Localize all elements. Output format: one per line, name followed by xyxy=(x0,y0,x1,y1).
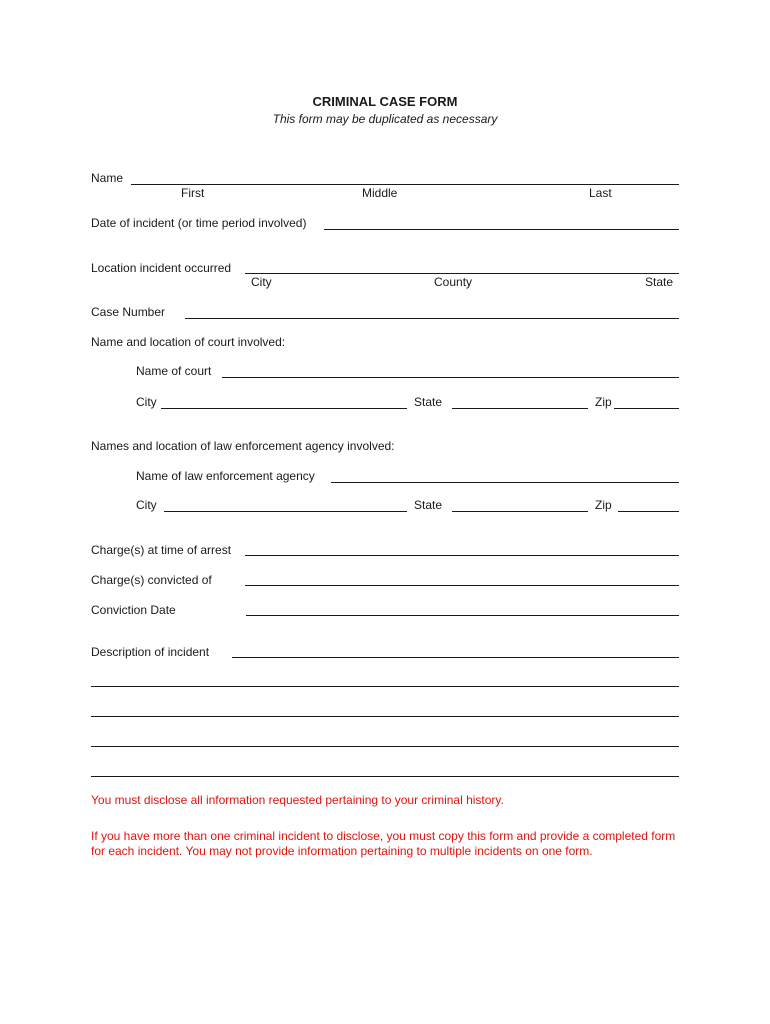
name-middle-caption: Middle xyxy=(362,186,398,200)
charges-arrest-label: Charge(s) at time of arrest xyxy=(91,543,232,557)
court-city-label: City xyxy=(136,395,157,409)
court-name-field[interactable] xyxy=(222,377,679,378)
description-line-4[interactable] xyxy=(91,746,679,747)
description-line-3[interactable] xyxy=(91,716,679,717)
agency-name-field[interactable] xyxy=(331,482,679,483)
disclose-notice: You must disclose all information requested pertaining to your criminal history. xyxy=(91,793,504,807)
name-field[interactable] xyxy=(131,184,679,185)
charges-convicted-field[interactable] xyxy=(245,585,679,586)
case-number-label: Case Number xyxy=(91,305,166,319)
agency-zip-label: Zip xyxy=(595,498,612,512)
charges-arrest-field[interactable] xyxy=(245,555,679,556)
agency-state-label: State xyxy=(414,498,443,512)
agency-state-field[interactable] xyxy=(452,511,588,512)
court-zip-field[interactable] xyxy=(614,408,679,409)
location-state-caption: State xyxy=(645,275,674,289)
name-first-caption: First xyxy=(181,186,205,200)
agency-name-label: Name of law enforcement agency xyxy=(136,469,315,483)
court-name-label: Name of court xyxy=(136,364,212,378)
description-label: Description of incident xyxy=(91,645,210,659)
name-last-caption: Last xyxy=(589,186,612,200)
location-field[interactable] xyxy=(245,273,679,274)
court-state-label: State xyxy=(414,395,443,409)
name-label: Name xyxy=(91,171,124,185)
conviction-date-label: Conviction Date xyxy=(91,603,176,617)
court-state-field[interactable] xyxy=(452,408,588,409)
location-county-caption: County xyxy=(434,275,473,289)
court-city-field[interactable] xyxy=(161,408,407,409)
multiple-incidents-notice: If you have more than one criminal incident to disclose, you must copy this form and provide a completed form for each incident. You may not provide information pertaining to multiple incidents on one form. xyxy=(91,829,676,858)
agency-city-label: City xyxy=(136,498,157,512)
description-line-5[interactable] xyxy=(91,776,679,777)
date-of-incident-label: Date of incident (or time period involved) xyxy=(91,216,307,230)
charges-convicted-label: Charge(s) convicted of xyxy=(91,573,212,587)
conviction-date-field[interactable] xyxy=(246,615,679,616)
form-subtitle: This form may be duplicated as necessary xyxy=(272,112,498,126)
location-label: Location incident occurred xyxy=(91,261,232,275)
agency-zip-field[interactable] xyxy=(618,511,679,512)
court-section-label: Name and location of court involved: xyxy=(91,335,286,349)
form-title: CRIMINAL CASE FORM xyxy=(312,94,458,109)
location-city-caption: City xyxy=(251,275,272,289)
case-number-field[interactable] xyxy=(185,318,679,319)
agency-city-field[interactable] xyxy=(164,511,407,512)
date-of-incident-field[interactable] xyxy=(324,229,679,230)
description-line-1[interactable] xyxy=(232,657,679,658)
agency-section-label: Names and location of law enforcement agency involved: xyxy=(91,439,395,453)
description-line-2[interactable] xyxy=(91,686,679,687)
court-zip-label: Zip xyxy=(595,395,612,409)
